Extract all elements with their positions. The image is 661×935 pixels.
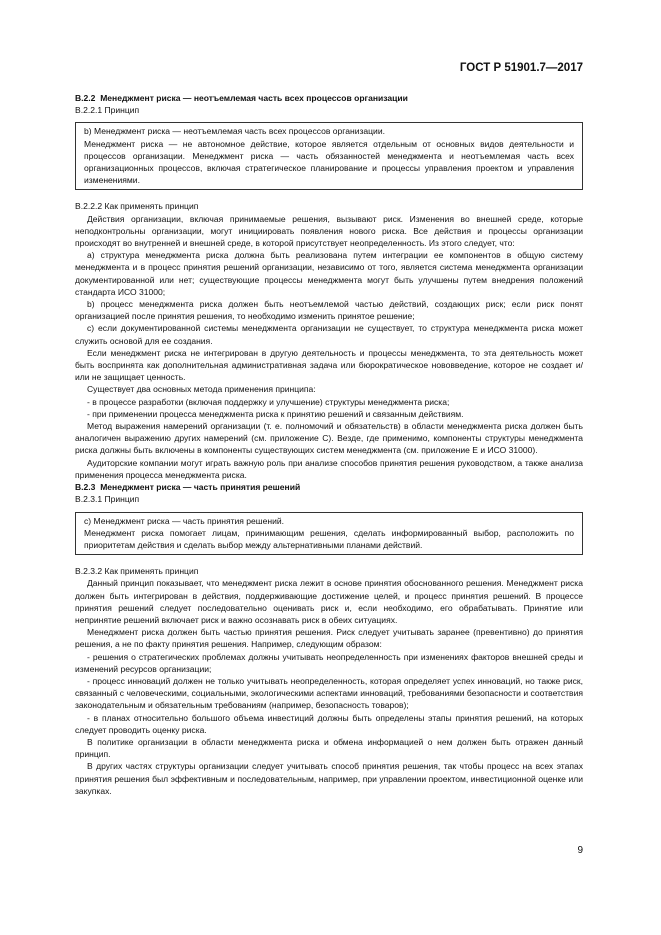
paragraph: Метод выражения намерений организации (т. е. полномочий и обязательств) в области менеджмента риска должен быть аналогичен выражению других намерений (см. приложение C). Везде, где применимо, компоненты структуры менеджмента риска должны быть включены в компоненты существующих систем менеджмента (см. приложение E и ИСО 31000). bbox=[75, 421, 583, 456]
paragraph: Существует два основных метода применения принципа: bbox=[87, 384, 316, 395]
section-number: B.2.3 bbox=[75, 482, 96, 493]
paragraph: c) если документированной системы менеджмента организации не существует, то структура менеджмента риска может служить основой для ее создания. bbox=[75, 323, 583, 346]
paragraph: - в планах относительно большого объема инвестиций должны быть определены этапы принятия решений, на которых следует проводить оценку риска. bbox=[75, 712, 583, 735]
paragraph: - процесс инноваций должен не только учитывать неопределенность, которая определяет успех инноваций, но также риск, связанный с человеческими, социальными, экологическими аспектами инноваций, требованиями безопасности и соответствия законодательным и обязательным требованиям (например, безопасность товаров); bbox=[75, 675, 583, 711]
section-heading-b23 bbox=[75, 481, 583, 493]
subsection-heading: B.2.2.2 Как применять принцип bbox=[75, 201, 199, 212]
page-number: 9 bbox=[577, 845, 583, 856]
paragraph: - при применении процесса менеджмента риска к принятию решений и связанным действиям. bbox=[87, 408, 464, 419]
paragraph: Если менеджмент риска не интегрирован в другую деятельность и процессы менеджмента, то эта деятельность может быть воспринята как дополнительная административная задача или бюрократическое нововведение, которое не создает и/или не защищает ценность. bbox=[75, 347, 583, 383]
subsection-heading: B.2.3.1 Принцип bbox=[75, 494, 140, 505]
paragraph: В других частях структуры организации следует учитывать способ принятия решения, так чтобы процесс на всех этапах принятия решения был эффективным и последовательным, например, при управлении проектом, инвестиционной оценке или закупках. bbox=[75, 761, 583, 796]
subsection-heading: B.2.2.1 Принцип bbox=[75, 105, 140, 116]
document-header: ГОСТ Р 51901.7—2017 bbox=[459, 62, 583, 74]
paragraph: Данный принцип показывает, что менеджмент риска лежит в основе принятия обоснованного решения. Менеджмент риска должен быть интегрирован в действия, поддерживающие достижение целей, и процесс принятия решений. В процессе принятия решений следует последовательно оценивать риск и, если необходимо, его обрабатывать. Принятие или непринятие решений включает риск и важно осознавать риск в обеих ситуациях. bbox=[75, 578, 583, 625]
box-line: Менеджмент риска — не автономное действие, которое является отдельным от основных видов деятельности и процессов организации. Менеджмент риска — часть обязанностей менеджмента и неотъемлемая часть всех организационных процессов, включая стратегическое планирование и процессы управления проектом и управления изменениями. bbox=[84, 138, 574, 186]
paragraph: В политике организации в области менеджмента риска и обмена информацией о нем должен быть отражен данный принцип. bbox=[75, 736, 583, 760]
section-heading-b22 bbox=[75, 92, 583, 104]
paragraph: Действия организации, включая принимаемые решения, вызывают риск. Изменения во внешней среде, которые неподконтрольны организации, могут инициировать появления нового риска. Все действия и процессы организации происходят во внутренней и внешней среде, в которой присутствует неопределенность. Из этого следует, что: bbox=[75, 213, 583, 249]
principle-box bbox=[75, 122, 583, 190]
paragraph: a) структура менеджмента риска должна быть реализована путем интеграции ее компонентов в общую систему менеджмента и в процесс принятия решений организации, независимо от того, является система менеджмента организации документированной или нет; существующие процессы менеджмента могут быть улучшены путем внедрения положений стандарта ИСО 31000; bbox=[75, 250, 583, 297]
paragraph: - в процессе разработки (включая поддержку и улучшение) структуры менеджмента риска; bbox=[87, 396, 450, 407]
page-body bbox=[75, 92, 583, 797]
paragraph: Аудиторские компании могут играть важную роль при анализе способов принятия решения руководством, а также анализа применения процесса менеджмента риска. bbox=[75, 457, 583, 480]
paragraph: b) процесс менеджмента риска должен быть неотъемлемой частью действий, создающих риск; если риск понят организацией после принятия решения, то необходимо изменить принятое решение; bbox=[75, 299, 583, 322]
box-line: c) Менеджмент риска — часть принятия решений. bbox=[84, 515, 285, 526]
section-title: Менеджмент риска — неотъемлемая часть всех процессов организации bbox=[100, 93, 408, 103]
subsection-heading: B.2.3.2 Как применять принцип bbox=[75, 566, 199, 577]
section-number: B.2.2 bbox=[75, 93, 96, 103]
paragraph: - решения о стратегических проблемах должны учитывать неопределенность при изменениях факторов внешней среды и изменений ресурсов организации; bbox=[75, 651, 583, 674]
box-line: b) Менеджмент риска — неотъемлемая часть всех процессов организации. bbox=[84, 126, 385, 137]
section-title: Менеджмент риска — часть принятия решений bbox=[100, 482, 301, 493]
box-line: Менеджмент риска помогает лицам, принимающим решения, сделать информированный выбор, расположить по приоритетам действия и сделать выбор между альтернативными планами действий. bbox=[84, 527, 574, 550]
principle-box bbox=[75, 512, 583, 556]
paragraph: Менеджмент риска должен быть частью принятия решения. Риск следует учитывать заранее (превентивно) до принятия решения, а не по факту принятия решения. Например, следующим образом: bbox=[75, 627, 583, 650]
